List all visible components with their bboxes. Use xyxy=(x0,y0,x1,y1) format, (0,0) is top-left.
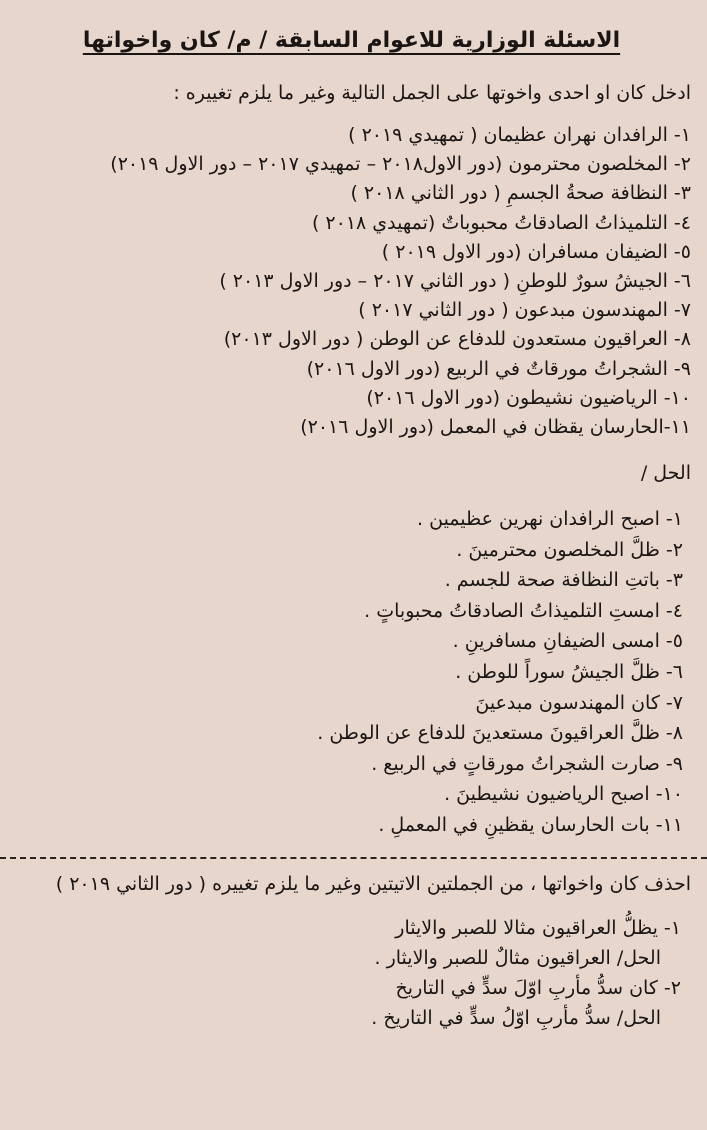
question-item: ٤- التلميذاتُ الصادقاتُ محبوباتٌ (تمهيدي ٢٠١٨ ) xyxy=(311,211,691,234)
solution-item: ٨- ظلَّ العراقيونَ مستعدينَ للدفاع عن الوطن . xyxy=(317,722,683,745)
question-item: ٨- العراقيون مستعدون للدفاع عن الوطن ( دور الاول ٢٠١٣) xyxy=(223,328,691,351)
part2-list xyxy=(12,913,691,1033)
question-item: ١- الرافدان نهران عظيمان ( تمهيدي ٢٠١٩ ) xyxy=(348,124,691,146)
question-item: ١٠- الرياضيون نشيطون (دور الاول ٢٠١٦) xyxy=(366,386,691,409)
part2-question: ٢- كان سدُّ مأربِ اوّلَ سدٍّ في التاريخ xyxy=(395,976,681,999)
solution-list xyxy=(12,504,691,841)
solution-item: ١١- بات الحارسان يقظينِ في المعملِ . xyxy=(378,814,683,836)
question-item: ٢- المخلصون محترمون (دور الاول٢٠١٨ – تمهيدي ٢٠١٧ – دور الاول ٢٠١٩) xyxy=(110,153,691,176)
part2-solution: الحل/ العراقيون مثالٌ للصبر والايثار . xyxy=(374,946,661,969)
question-item: ٧- المهندسون مبدعون ( دور الثاني ٢٠١٧ ) xyxy=(358,299,691,322)
section-divider xyxy=(0,857,707,859)
part2-question: ١- يظلُّ العراقيون مثالا للصبر والايثار xyxy=(395,916,681,939)
question-item: ٣- النظافة صحةُ الجسمِ ( دور الثاني ٢٠١٨ ) xyxy=(350,182,691,205)
solution-heading: الحل / xyxy=(640,462,691,485)
question-item: ٥- الضيفان مسافران (دور الاول ٢٠١٩ ) xyxy=(381,240,691,263)
page-title: الاسئلة الوزارية للاعوام السابقة / م/ كان واخواتها xyxy=(82,28,621,53)
solution-item: ١٠- اصبح الرياضيون نشيطينَ . xyxy=(444,783,683,806)
solution-item: ١- اصبح الرافدان نهرين عظيمين . xyxy=(417,508,683,531)
question-item: ٦- الجيشُ سورٌ للوطنِ ( دور الثاني ٢٠١٧ – دور الاول ٢٠١٣ ) xyxy=(219,269,691,292)
solution-item: ٢- ظلَّ المخلصون محترمينَ . xyxy=(456,538,683,561)
solution-item: ٣- باتتِ النظافة صحة للجسم . xyxy=(444,569,683,592)
question-list xyxy=(12,121,691,442)
solution-item: ٥- امسى الضيفانِ مسافرينِ . xyxy=(452,630,683,653)
solution-item: ٩- صارت الشجراتُ مورقاتٍ في الربيع . xyxy=(371,752,683,775)
question-item: ١١-الحارسان يقظان في المعمل (دور الاول ٢٠١٦) xyxy=(300,415,691,438)
solution-item: ٧- كان المهندسون مبدعينَ xyxy=(475,691,683,714)
question-item: ٩- الشجراتُ مورقاتٌ في الربيع (دور الاول ٢٠١٦) xyxy=(306,357,691,380)
solution-item: ٦- ظلَّ الجيشُ سوراً للوطن . xyxy=(455,661,683,684)
solution-item: ٤- امستِ التلميذاتُ الصادقاتُ محبوباتٍ . xyxy=(364,599,683,622)
part2-solution: الحل/ سدُّ مأربِ اوّلُ سدٍّ في التاريخ . xyxy=(371,1006,661,1029)
part2-instruction: احذف كان واخواتها ، من الجملتين الاتيتين وغير ما يلزم تغييره ( دور الثاني ٢٠١٩ ) xyxy=(55,872,691,895)
instruction-text: ادخل كان او احدى واخوتها على الجمل التالية وغير ما يلزم تغييره : xyxy=(173,82,691,104)
